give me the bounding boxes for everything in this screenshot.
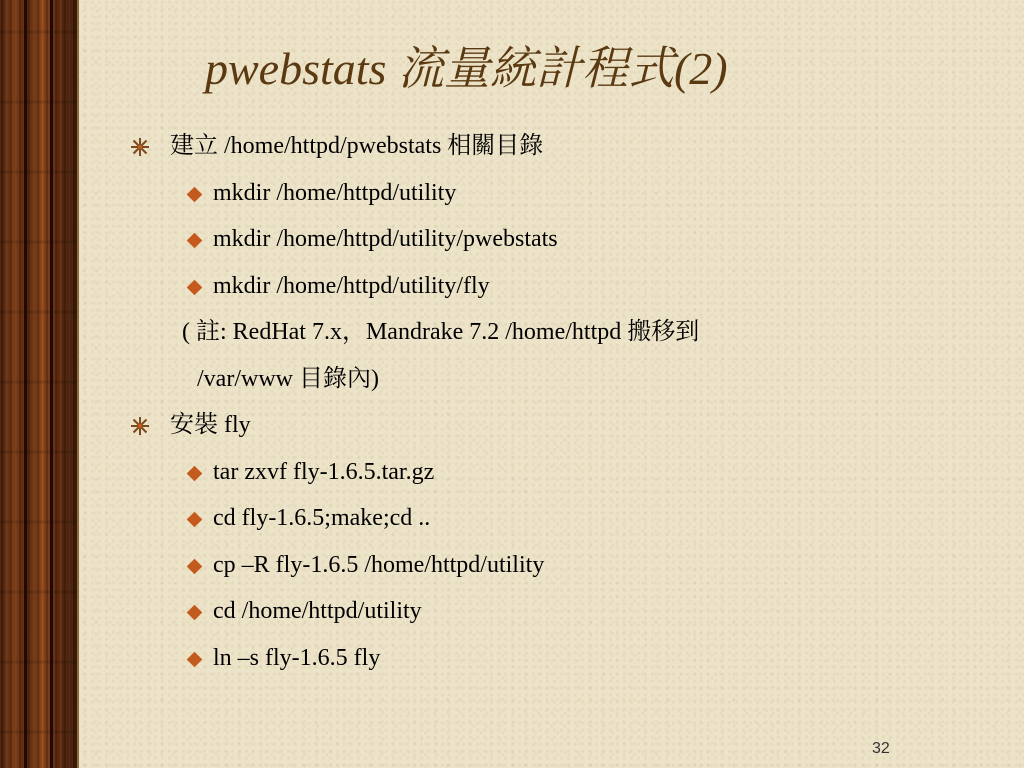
page-number: 32 — [872, 740, 890, 757]
bullet-subitem: tar zxvf fly-1.6.5.tar.gz — [213, 458, 435, 485]
diamond-icon — [187, 465, 203, 481]
bullet-subitem: cp –R fly-1.6.5 /home/httpd/utility — [213, 551, 545, 578]
note-text: ( 註: RedHat 7.x，Mandrake 7.2 /home/httpd 搬移到 — [182, 319, 700, 345]
bullet-heading: 建立 /home/httpd/pwebstats 相關目錄 — [170, 133, 544, 159]
slide-title: pwebstats 流量統計程式(2) — [205, 43, 728, 94]
note-text: /var/www 目錄內) — [197, 365, 379, 392]
asterisk-star-icon — [130, 416, 150, 436]
bullet-subitem: ln –s fly-1.6.5 fly — [213, 644, 381, 671]
bullet-subitem: cd /home/httpd/utility — [213, 598, 422, 624]
diamond-icon — [187, 605, 203, 621]
bullet-subitem: mkdir /home/httpd/utility/fly — [213, 272, 490, 299]
asterisk-star-icon — [130, 137, 150, 157]
diamond-icon — [187, 651, 203, 667]
bullet-subitem: mkdir /home/httpd/utility — [213, 179, 457, 206]
diamond-icon — [187, 279, 203, 295]
diamond-icon — [187, 512, 203, 528]
bullet-heading: 安裝 fly — [170, 412, 251, 438]
diamond-icon — [187, 186, 203, 202]
bullet-subitem: cd fly-1.6.5;make;cd .. — [213, 505, 431, 531]
diamond-icon — [187, 233, 203, 249]
bullet-subitem: mkdir /home/httpd/utility/pwebstats — [213, 226, 558, 252]
diamond-icon — [187, 558, 203, 574]
